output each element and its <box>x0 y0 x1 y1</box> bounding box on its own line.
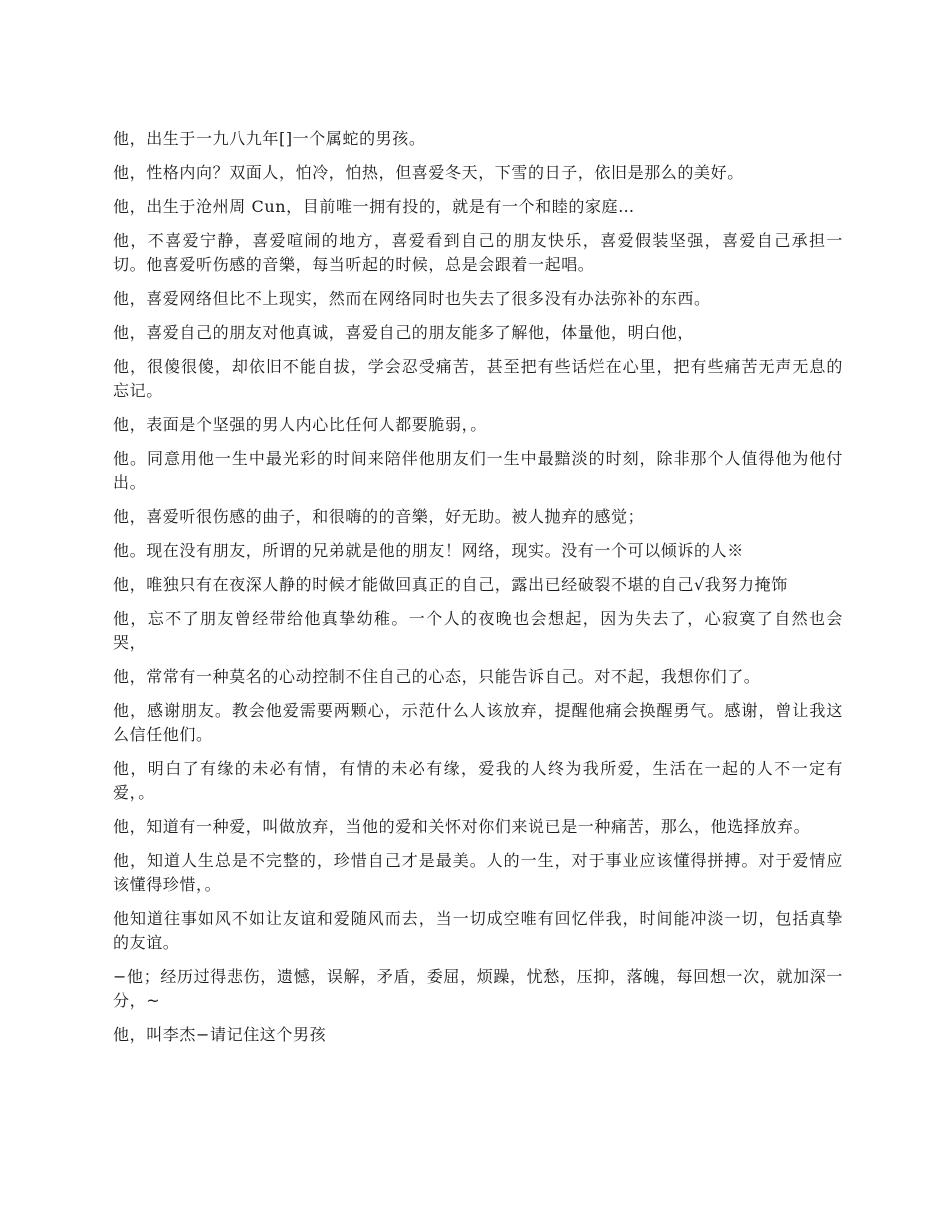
paragraph-4: 他，不喜爱宁静，喜爱喧闹的地方，喜爱看到自己的朋友快乐，喜爱假装坚强，喜爱自己承担一切。他喜爱听伤感的音樂，每当听起的时候，总是会跟着一起唱。 <box>113 231 843 274</box>
paragraph-19: 他知道往事如风不如让友谊和爱随风而去，当一切成空唯有回忆伴我，时间能冲淡一切，包括真挚的友谊。 <box>113 909 843 952</box>
paragraph-17: 他，知道有一种爱，叫做放弃，当他的爱和关怀对你们来说已是一种痛苦，那么，他选择放弃。 <box>113 817 811 836</box>
paragraph-7: 他，很傻很傻，却依旧不能自拔，学会忍受痛苦，甚至把有些话烂在心里，把有些痛苦无声无息的忘记。 <box>113 357 843 400</box>
paragraph-8: 他，表面是个坚强的男人内心比任何人都要脆弱，。 <box>113 415 487 434</box>
paragraph-9: 他。同意用他一生中最光彩的时间来陪伴他朋友们一生中最黯淡的时刻，除非那个人值得他为他付出。 <box>113 449 843 492</box>
paragraph-5: 他，喜爱网络但比不上现实，然而在网络同时也失去了很多没有办法弥补的东西。 <box>113 289 711 308</box>
paragraph-12: 他，唯独只有在夜深人静的时候才能做回真正的自己，露出已经破裂不堪的自己√我努力掩饰 <box>113 575 788 594</box>
paragraph-1: 他，出生于一九八九年[]一个属蛇的男孩。 <box>113 129 426 148</box>
paragraph-13: 他，忘不了朋友曾经带给他真挚幼稚。一个人的夜晚也会想起，因为失去了，心寂寞了自然也会哭， <box>113 609 843 652</box>
paragraph-6: 他，喜爱自己的朋友对他真诚，喜爱自己的朋友能多了解他，体量他，明白他， <box>113 323 695 342</box>
paragraph-10: 他，喜爱听很伤感的曲子，和很嗨的的音樂，好无助。被人抛弃的感觉； <box>113 507 645 526</box>
paragraph-14: 他，常常有一种莫名的心动控制不住自己的心态，只能告诉自己。对不起，我想你们了。 <box>113 667 761 686</box>
document-page <box>113 127 843 1057</box>
paragraph-20: −他；经历过得悲伤，遗憾，误解，矛盾，委屈，烦躁，忧愁，压抑，落魄，每回想一次，就加深一分，~ <box>113 967 843 1010</box>
paragraph-11: 他。现在没有朋友，所谓的兄弟就是他的朋友！网络，现实。没有一个可以倾诉的人※ <box>113 541 744 560</box>
paragraph-15: 他，感谢朋友。教会他爱需要两颗心，示范什么人该放弃，提醒他痛会换醒勇气。感谢，曾让我这么信任他们。 <box>113 701 843 744</box>
paragraph-18: 他，知道人生总是不完整的，珍惜自己才是最美。人的一生，对于事业应该懂得拼搏。对于爱情应该懂得珍惜，。 <box>113 851 843 894</box>
paragraph-21: 他，叫李杰−请记住这个男孩 <box>113 1025 327 1044</box>
paragraph-2: 他，性格内向？双面人，怕冷，怕热，但喜爱冬天，下雪的日子，依旧是那么的美好。 <box>113 163 744 182</box>
paragraph-3: 他，出生于沧州周 Cun，目前唯一拥有投的，就是有一个和睦的家庭… <box>113 197 635 216</box>
paragraph-16: 他，明白了有缘的未必有情，有情的未必有缘，爱我的人终为我所爱，生活在一起的人不一定有爱，。 <box>113 759 843 802</box>
